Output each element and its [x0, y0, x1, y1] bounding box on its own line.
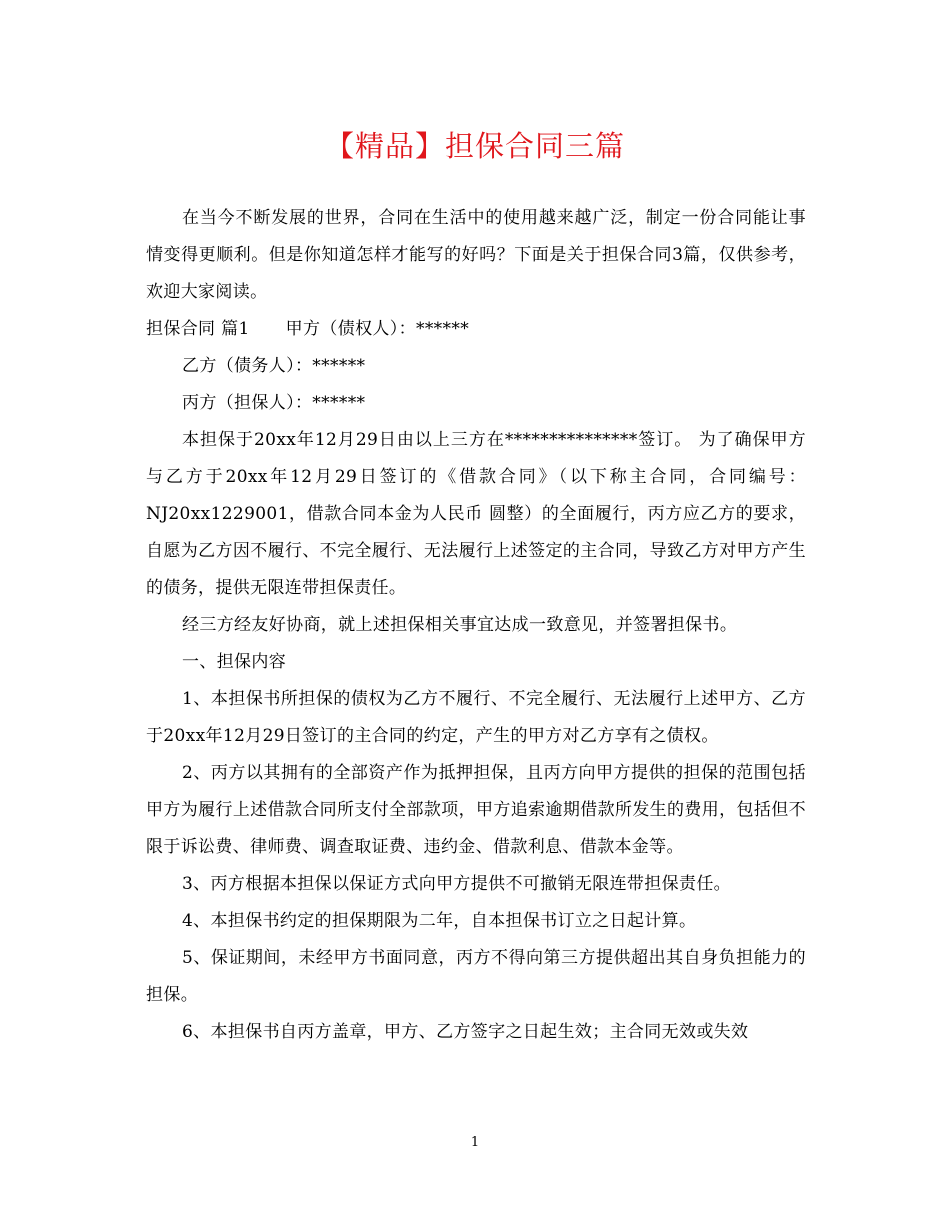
clause-item-6: 6、本担保书自丙方盖章，甲方、乙方签字之日起生效；主合同无效或失效: [182, 1022, 749, 1042]
party-b: 乙方（债务人）：******: [182, 356, 366, 376]
clause-item-4: 4、本担保书约定的担保期限为二年，自本担保书订立之日起计算。: [182, 911, 697, 931]
consensus-paragraph: 经三方经友好协商，就上述担保相关事宜达成一致意见，并签署担保书。: [182, 615, 738, 635]
page-number: 1: [470, 1135, 480, 1150]
clause-item-2: 2、丙方以其拥有的全部资产作为抵押担保，且丙方向甲方提供的担保的范围包括甲方为履行上述借款合同所支付全部款项，甲方追索逾期借款所发生的费用，包括但不限于诉讼费、律师费、调查取证费、违约金、借款利息、借款本金等。: [146, 763, 806, 857]
section-heading-line: [146, 311, 806, 348]
document-body: [146, 200, 806, 1051]
intro-paragraph: 在当今不断发展的世界，合同在生活中的使用越来越广泛，制定一份合同能让事情变得更顺利。但是你知道怎样才能写的好吗？下面是关于担保合同3篇，仅供参考，欢迎大家阅读。: [146, 208, 806, 302]
clause-item-5: 5、保证期间，未经甲方书面同意，丙方不得向第三方提供超出其自身负担能力的担保。: [146, 948, 806, 1005]
clause-item-3: 3、丙方根据本担保以保证方式向甲方提供不可撤销无限连带担保责任。: [182, 874, 732, 894]
party-c: 丙方（担保人）：******: [182, 393, 366, 413]
clause-item-1: 1、本担保书所担保的债权为乙方不履行、不完全履行、无法履行上述甲方、乙方于20xx年12月29日签订的主合同的约定，产生的甲方对乙方享有之债权。: [146, 689, 806, 746]
document-title: 【精品】担保合同三篇: [324, 129, 625, 163]
signing-paragraph: 本担保于20xx年12月29日由以上三方在***************签订。 为了确保甲方与乙方于20xx年12月29日签订的《借款合同》（以下称主合同，合同编号：NJ20xx1229001，借款合同本金为人民币 圆整）的全面履行，丙方应乙方的要求，自愿为乙方因不履行、不完全履行、无法履行上述签定的主合同，导致乙方对甲方产生的债务，提供无限连带担保责任。: [146, 430, 806, 598]
clause-heading: 一、担保内容: [182, 652, 287, 672]
section-heading: 担保合同 篇1: [146, 319, 250, 339]
party-a: 甲方（债权人）：******: [285, 319, 470, 339]
